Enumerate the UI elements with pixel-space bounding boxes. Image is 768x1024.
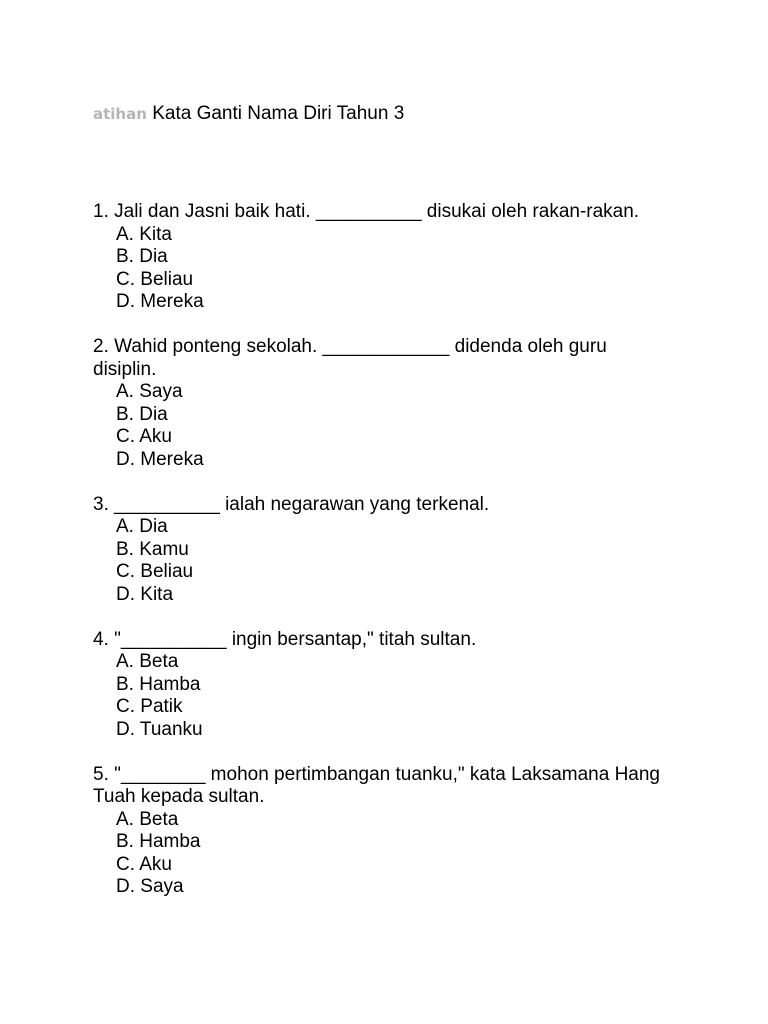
answer-option: A. Saya bbox=[116, 381, 183, 402]
answer-option: A. Dia bbox=[116, 516, 168, 537]
question-5 bbox=[93, 764, 673, 899]
answer-option: B. Dia bbox=[116, 403, 168, 425]
answer-options bbox=[93, 809, 673, 899]
answer-option: B. Hamba bbox=[116, 831, 201, 852]
answer-option: B. Hamba bbox=[116, 673, 201, 695]
answer-option: C. Patik bbox=[116, 696, 183, 717]
question-stem: 1. Jali dan Jasni baik hati. __________ disukai oleh rakan-rakan. bbox=[93, 201, 640, 222]
answer-option: A. Beta bbox=[116, 651, 179, 672]
answer-option: D. Kita bbox=[116, 583, 174, 605]
answer-option: C. Beliau bbox=[116, 268, 194, 290]
answer-options bbox=[93, 651, 673, 741]
title-main: Kata Ganti Nama Diri Tahun 3 bbox=[152, 103, 405, 124]
answer-option: B. Kamu bbox=[116, 538, 189, 560]
question-stem: 2. Wahid ponteng sekolah. ____________ didenda oleh guru disiplin. bbox=[93, 336, 607, 380]
question-stem: 5. "________ mohon pertimbangan tuanku," kata Laksamana Hang Tuah kepada sultan. bbox=[93, 763, 660, 807]
answer-option: C. Aku bbox=[116, 426, 172, 447]
answer-option: D. Tuanku bbox=[116, 718, 203, 740]
question-stem: 3. __________ ialah negarawan yang terkenal. bbox=[93, 493, 490, 515]
answer-option: D. Saya bbox=[116, 876, 184, 897]
answer-option: D. Mereka bbox=[116, 448, 204, 470]
title-prefix: atihan bbox=[93, 105, 147, 123]
answer-options bbox=[93, 516, 673, 606]
document-title bbox=[93, 102, 404, 126]
question-stem: 4. "__________ ingin bersantap," titah sultan. bbox=[93, 628, 477, 650]
answer-option: D. Mereka bbox=[116, 291, 204, 312]
answer-options bbox=[93, 224, 673, 314]
answer-options bbox=[93, 381, 673, 471]
answer-option: A. Kita bbox=[116, 223, 172, 245]
question-list bbox=[93, 201, 673, 921]
answer-option: C. Aku bbox=[116, 853, 172, 875]
question-4 bbox=[93, 629, 673, 742]
answer-option: B. Dia bbox=[116, 246, 168, 267]
question-1 bbox=[93, 201, 673, 314]
question-3 bbox=[93, 494, 673, 607]
answer-option: A. Beta bbox=[116, 808, 179, 830]
answer-option: C. Beliau bbox=[116, 561, 194, 582]
question-2 bbox=[93, 336, 673, 471]
